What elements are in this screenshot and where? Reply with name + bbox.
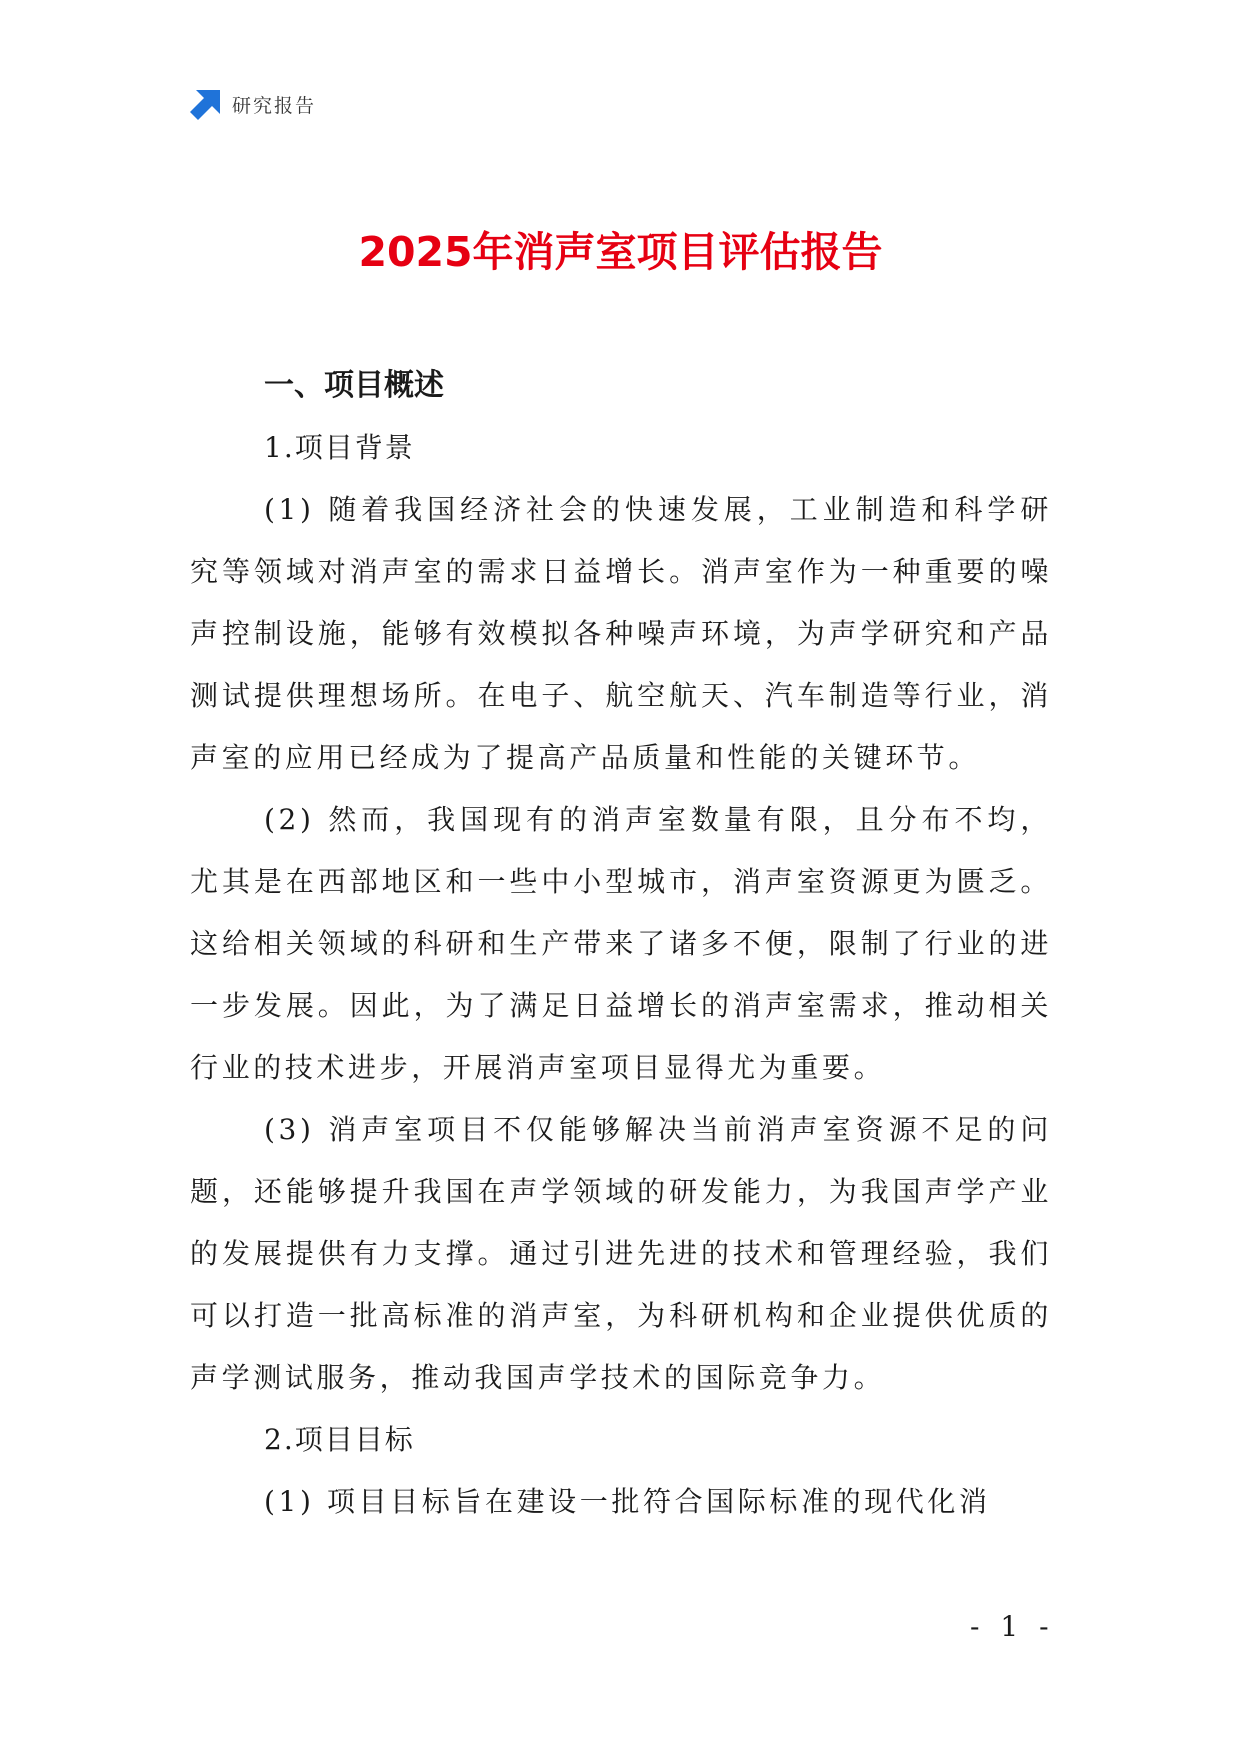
subsection-heading: 1.项目背景 xyxy=(264,431,415,464)
document-title: 2025年消声室项目评估报告 xyxy=(358,228,883,276)
arrow-up-right-icon xyxy=(190,88,222,120)
subsection-heading: 2.项目目标 xyxy=(264,1423,415,1456)
document-body xyxy=(190,355,1052,1533)
paragraph: (3) 消声室项目不仅能够解决当前消声室资源不足的问题，还能够提升我国在声学领域的研发能力，为我国声学产业的发展提供有力支撑。通过引进先进的技术和管理经验，我们可以打造一批高标准的消声室，为科研机构和企业提供优质的声学测试服务，推动我国声学技术的国际竞争力。 xyxy=(190,1113,1052,1394)
paragraph: (1) 随着我国经济社会的快速发展，工业制造和科学研究等领域对消声室的需求日益增长。消声室作为一种重要的噪声控制设施，能够有效模拟各种噪声环境，为声学研究和产品测试提供理想场所。在电子、航空航天、汽车制造等行业，消声室的应用已经成为了提高产品质量和性能的关键环节。 xyxy=(190,493,1052,774)
section-heading: 一、项目概述 xyxy=(264,368,444,403)
brand-label: 研究报告 xyxy=(232,94,317,117)
report-header xyxy=(190,88,316,120)
paragraph: (1) 项目目标旨在建设一批符合国际标准的现代化消 xyxy=(264,1485,991,1518)
paragraph: (2) 然而，我国现有的消声室数量有限，且分布不均，尤其是在西部地区和一些中小型城市，消声室资源更为匮乏。这给相关领域的科研和生产带来了诸多不便，限制了行业的进一步发展。因此，为了满足日益增长的消声室需求，推动相关行业的技术进步，开展消声室项目显得尤为重要。 xyxy=(190,803,1052,1084)
page-number: - 1 - xyxy=(970,1610,1055,1643)
